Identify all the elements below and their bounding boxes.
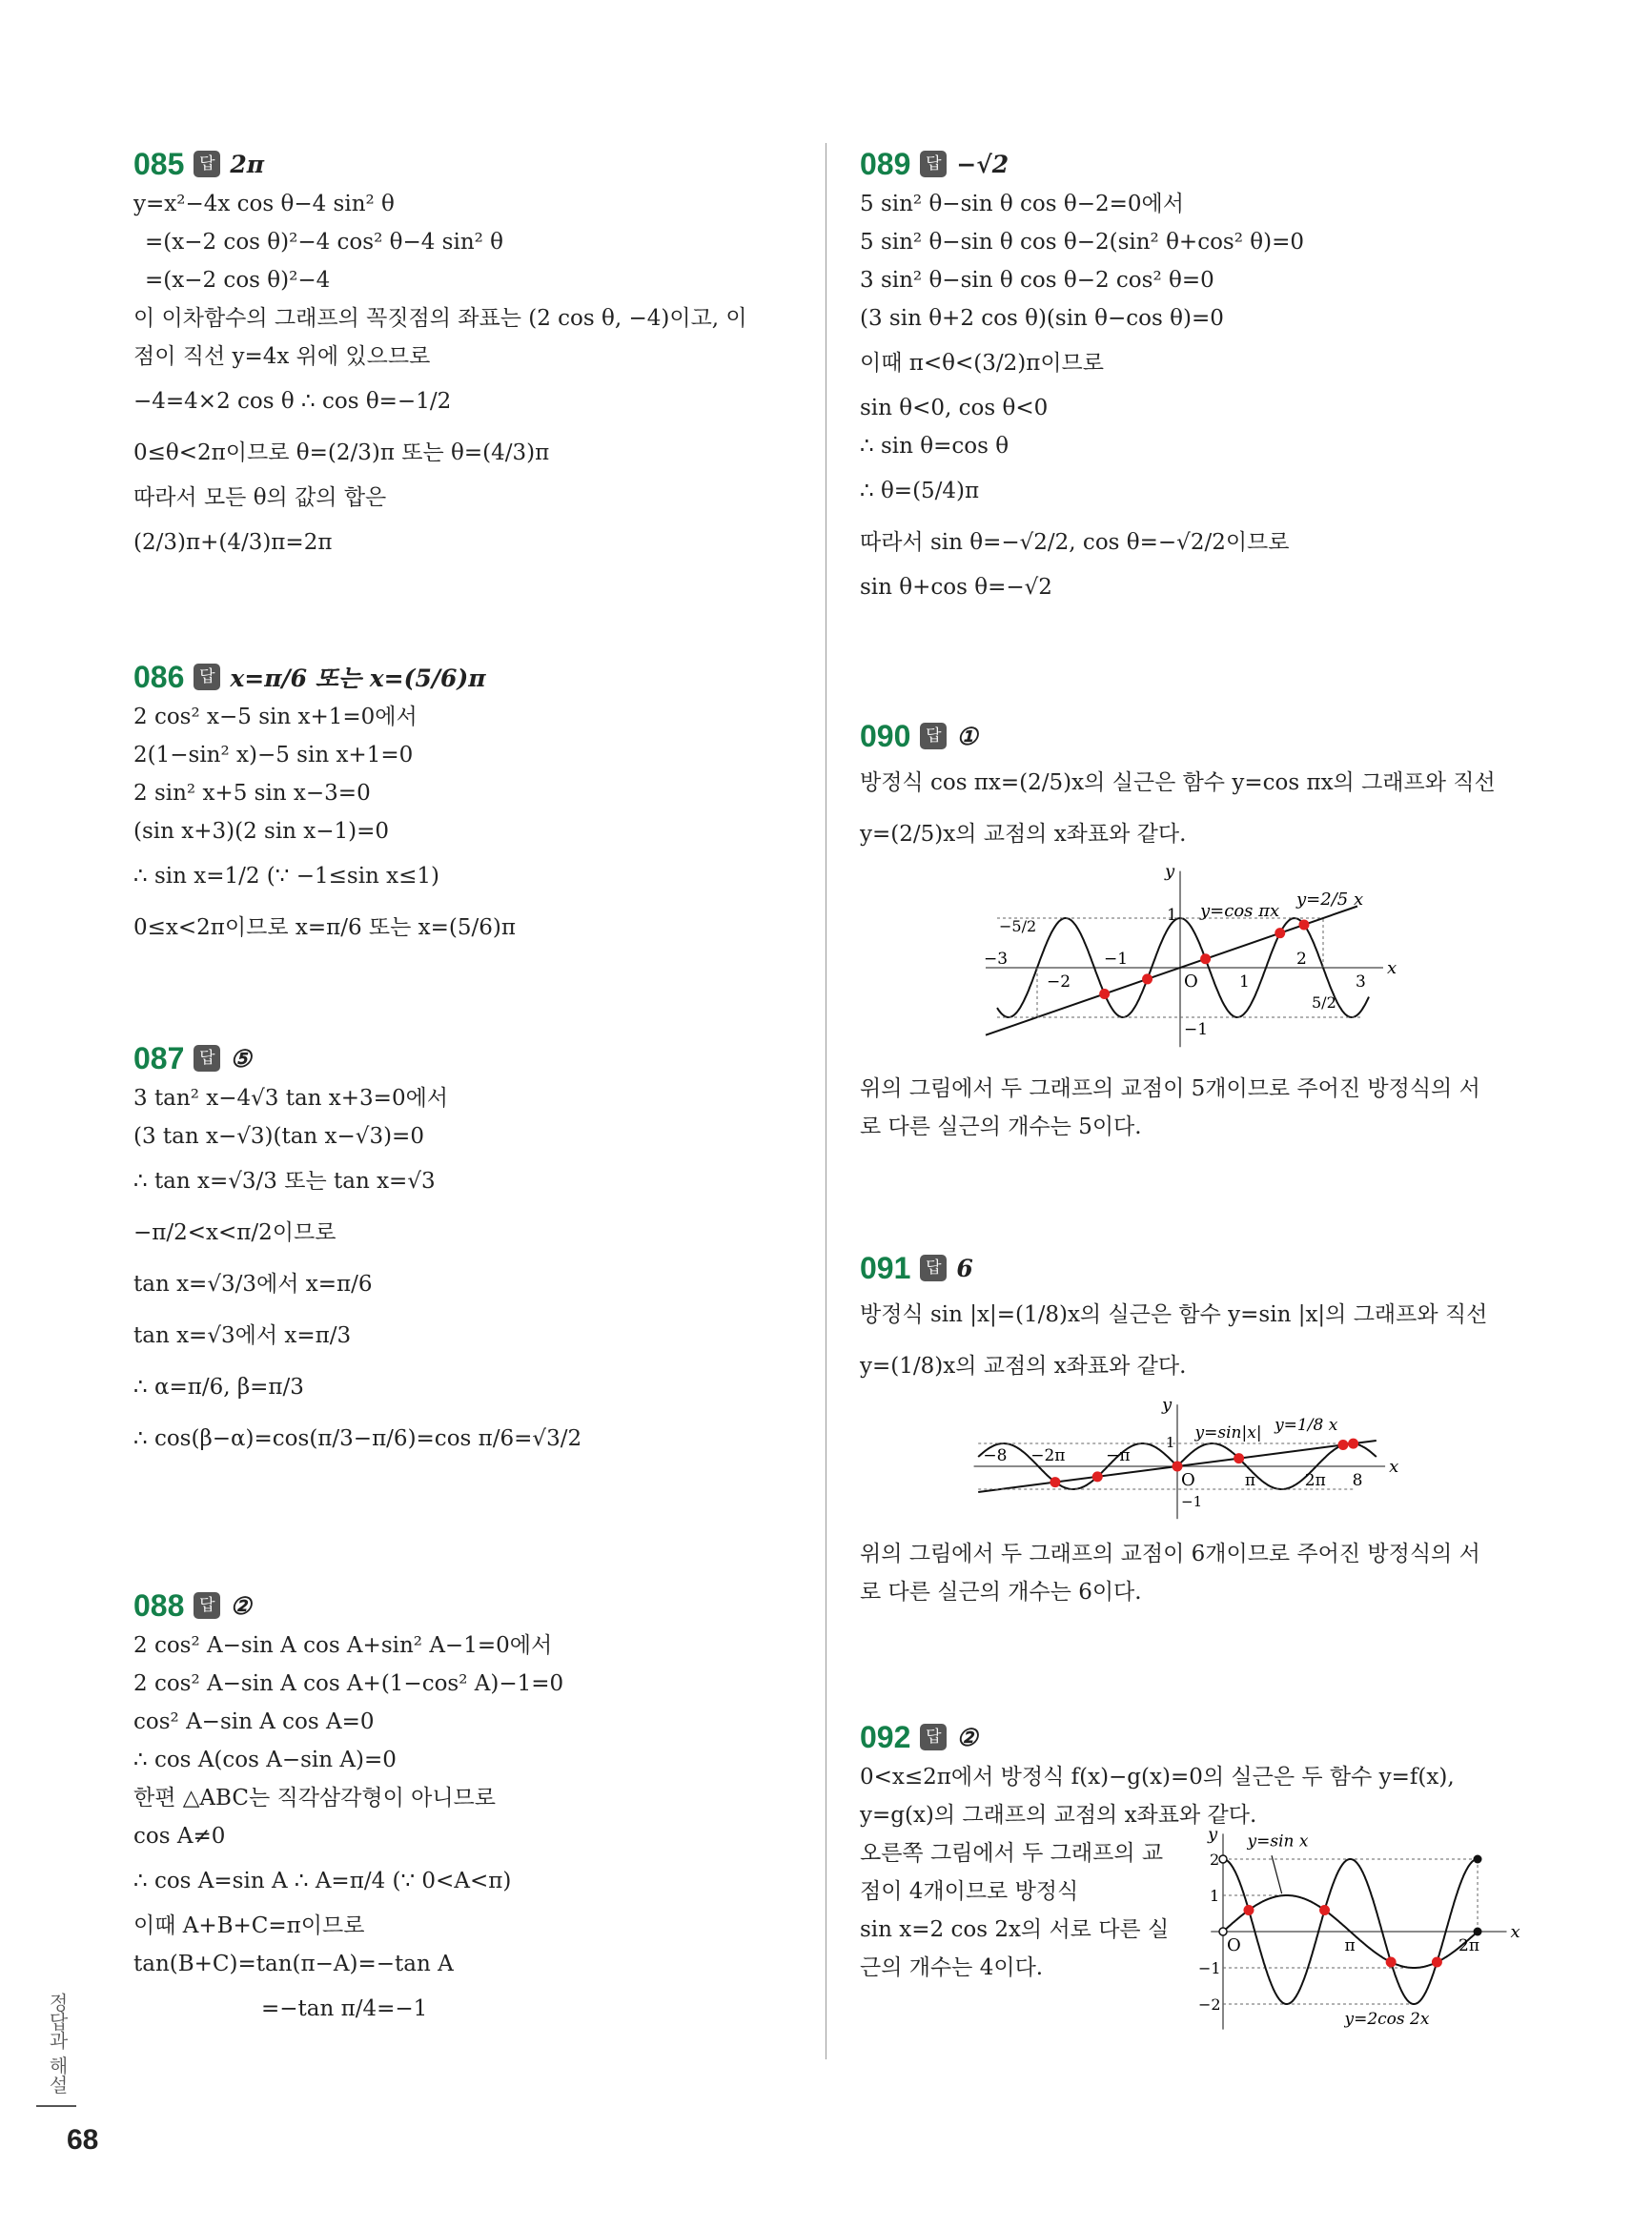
intersection-point [1099, 989, 1110, 999]
open-endpoint [1219, 1855, 1227, 1863]
problem-088 [133, 1585, 801, 2035]
y-axis-label: y [1208, 1824, 1218, 1845]
curve-label: y=sin|x| [1194, 1423, 1262, 1442]
tick-label: 5/2 [1312, 993, 1336, 1012]
intersection-point [1234, 1453, 1244, 1463]
tick-label: −8 [983, 1446, 1008, 1465]
label-leader [1272, 1855, 1282, 1893]
tick-label: −2 [1047, 972, 1071, 992]
solution-line: 로 다른 실근의 개수는 6이다. [860, 1580, 1142, 1605]
problem-number: 087 [133, 1040, 185, 1075]
problem-087 [133, 1037, 801, 1464]
intersection-point [1275, 928, 1285, 938]
answer-badge: 답 [920, 723, 947, 749]
intersection-point [1200, 953, 1211, 964]
tick-label: −1 [1181, 1493, 1203, 1510]
solution-line: 이때 π<θ<(3/2)π이므로 [860, 351, 1104, 376]
solution-line: sin x=2 cos 2x의 서로 다른 실 [860, 1917, 1170, 1942]
solution-line: 방정식 cos πx=(2/5)x의 실근은 함수 y=cos πx의 그래프와 직선 [860, 770, 1496, 795]
side-label: 정답과 해설 [46, 1993, 69, 2095]
solution-line: y=(1/8)x의 교점의 x좌표와 같다. [860, 1354, 1187, 1379]
line-label: y=2/5 x [1296, 890, 1364, 910]
intersection-point [1092, 1471, 1103, 1482]
cos2x-label: y=2cos 2x [1344, 2009, 1430, 2029]
solution-line: 0<x≤2π에서 방정식 f(x)−g(x)=0의 실근은 두 함수 y=f(x), [860, 1765, 1455, 1790]
solution-line: tan x=√3에서 x=π/3 [133, 1323, 352, 1348]
tick-label: −1 [1198, 1959, 1221, 1977]
tick-label: 8 [1352, 1471, 1363, 1490]
solution-line: 이 이차함수의 그래프의 꼭짓점의 좌표는 (2 cos θ, −4)이고, 이 [133, 306, 747, 331]
solution-line: 2 sin² x+5 sin x−3=0 [133, 781, 371, 806]
problem-number: 085 [133, 146, 185, 181]
intersection-point [1386, 1957, 1397, 1968]
origin-label: O [1184, 972, 1198, 992]
line-label: y=1/8 x [1275, 1416, 1338, 1435]
solution-line: 0≤θ<2π이므로 θ=(2/3)π 또는 θ=(4/3)π [133, 440, 550, 465]
solution-line: 한편 △ABC는 직각삼각형이 아니므로 [133, 1786, 496, 1811]
solution-line: ∴ α=π/6, β=π/3 [133, 1375, 304, 1400]
solution-line: 위의 그림에서 두 그래프의 교점이 6개이므로 주어진 방정식의 서 [860, 1542, 1480, 1566]
solution-line: 3 sin² θ−sin θ cos θ−2 cos² θ=0 [860, 268, 1214, 293]
solution-line: ∴ sin x=1/2 (∵ −1≤sin x≤1) [133, 864, 440, 889]
answer: ① [956, 722, 978, 750]
curve-label: y=cos πx [1200, 901, 1280, 921]
solution-line: 위의 그림에서 두 그래프의 교점이 5개이므로 주어진 방정식의 서 [860, 1076, 1480, 1101]
problem-085 [133, 143, 801, 568]
answer-badge: 답 [920, 151, 947, 177]
tick-label: π [1344, 1936, 1356, 1955]
problem-089 [860, 143, 1527, 606]
answer-badge: 답 [920, 1724, 947, 1750]
solution-line: ∴ cos A=sin A ∴ A=π/4 (∵ 0<A<π) [133, 1869, 512, 1893]
graph-091 [860, 1392, 1527, 1535]
solution-line: 2 cos² A−sin A cos A+(1−cos² A)−1=0 [133, 1671, 564, 1696]
solution-line: ∴ cos A(cos A−sin A)=0 [133, 1748, 397, 1772]
answer: ② [956, 1723, 978, 1751]
tick-label: −1 [1184, 1020, 1209, 1039]
solution-line: 2 cos² A−sin A cos A+sin² A−1=0에서 [133, 1633, 553, 1658]
graph-090 [860, 860, 1527, 1070]
solution-line: y=(2/5)x의 교점의 x좌표와 같다. [860, 822, 1187, 847]
answer: ② [230, 1591, 252, 1620]
answer: 6 [956, 1254, 973, 1282]
problem-number: 086 [133, 659, 185, 694]
answer-badge: 답 [920, 1255, 947, 1281]
y-axis-label: y [1165, 861, 1175, 882]
problem-number: 090 [860, 718, 911, 753]
answer-badge: 답 [194, 1592, 220, 1619]
intersection-point [1050, 1477, 1060, 1487]
x-axis-label: x [1387, 958, 1397, 978]
solution-line: 0≤x<2π이므로 x=π/6 또는 x=(5/6)π [133, 915, 516, 940]
intersection-point [1432, 1957, 1442, 1968]
solution-line: y=x²−4x cos θ−4 sin² θ [133, 192, 395, 216]
closed-endpoint [1474, 1928, 1482, 1936]
solution-line: 5 sin² θ−sin θ cos θ−2(sin² θ+cos² θ)=0 [860, 230, 1304, 255]
answer-badge: 답 [194, 1045, 220, 1072]
page-number: 68 [67, 2124, 99, 2156]
solution-line: ∴ cos(β−α)=cos(π/3−π/6)=cos π/6=√3/2 [133, 1426, 582, 1451]
tick-label: 1 [1167, 906, 1177, 925]
solution-line: 점이 4개이므로 방정식 [860, 1879, 1079, 1904]
problem-number: 088 [133, 1587, 185, 1623]
intersection-point [1319, 1905, 1330, 1915]
solution-line: −4=4×2 cos θ ∴ cos θ=−1/2 [133, 389, 452, 414]
tick-label: −5/2 [999, 917, 1037, 935]
solution-line: tan(B+C)=tan(π−A)=−tan A [133, 1952, 454, 1976]
tick-label: −2 [1198, 1995, 1221, 2014]
solution-line: 2 cos² x−5 sin x+1=0에서 [133, 705, 418, 729]
tick-label: 1 [1239, 972, 1250, 992]
problem-number: 091 [860, 1250, 911, 1285]
intersection-point [1337, 1440, 1348, 1450]
x-axis-label: x [1510, 1922, 1520, 1942]
tick-label: 2 [1210, 1851, 1220, 1869]
intersection-point [1173, 1462, 1183, 1472]
solution-line: 3 tan² x−4√3 tan x+3=0에서 [133, 1086, 449, 1111]
solution-line: =(x−2 cos θ)²−4 cos² θ−4 sin² θ [145, 230, 504, 255]
solution-line: ∴ tan x=√3/3 또는 tan x=√3 [133, 1169, 436, 1194]
solution-line: 따라서 모든 θ의 값의 합은 [133, 485, 387, 510]
answer-badge: 답 [194, 664, 220, 690]
tick-label: 1 [1166, 1434, 1175, 1451]
problem-090 [860, 715, 1527, 1146]
tick-label: −3 [984, 950, 1009, 969]
tick-label: 2π [1304, 1471, 1326, 1490]
tick-label: −π [1106, 1446, 1131, 1465]
solution-line: 근의 개수는 4이다. [860, 1955, 1044, 1980]
problem-092-body [860, 1824, 1527, 2054]
solution-line: y=g(x)의 그래프의 교점의 x좌표와 같다. [860, 1803, 1257, 1828]
origin-label: O [1227, 1935, 1241, 1955]
intersection-point [1298, 919, 1309, 930]
tick-label: 2π [1458, 1936, 1480, 1955]
closed-endpoint [1474, 1855, 1482, 1864]
solution-line: (sin x+3)(2 sin x−1)=0 [133, 819, 390, 844]
sin-label: y=sin x [1247, 1831, 1309, 1852]
solution-line: 점이 직선 y=4x 위에 있으므로 [133, 344, 431, 369]
solution-line: 이때 A+B+C=π이므로 [133, 1913, 365, 1938]
solution-line: (3 tan x−√3)(tan x−√3)=0 [133, 1124, 424, 1149]
solution-line: sin θ<0, cos θ<0 [860, 396, 1049, 420]
tick-label: 2 [1296, 950, 1307, 969]
problem-092-text [860, 1834, 1184, 1987]
answer-badge: 답 [194, 151, 220, 177]
solution-line: 로 다른 실근의 개수는 5이다. [860, 1115, 1142, 1139]
tick-label: −2π [1030, 1446, 1066, 1465]
answer: ⑤ [230, 1044, 252, 1073]
tick-label: −1 [1104, 950, 1129, 969]
side-tab [36, 1993, 76, 2117]
solution-line: tan x=√3/3에서 x=π/6 [133, 1272, 373, 1297]
solution-line: ∴ θ=(5/4)π [860, 479, 980, 503]
tick-label: π [1244, 1471, 1256, 1490]
answer: x=π/6 또는 x=(5/6)π [230, 665, 486, 692]
solution-line: cos² A−sin A cos A=0 [133, 1709, 375, 1734]
problem-091 [860, 1247, 1527, 1611]
solution-line: 2(1−sin² x)−5 sin x+1=0 [133, 743, 414, 767]
solution-line: cos A≠0 [133, 1824, 226, 1849]
solution-line: =(x−2 cos θ)²−4 [145, 268, 331, 293]
solution-line: (3 sin θ+2 cos θ)(sin θ−cos θ)=0 [860, 306, 1224, 331]
problem-number: 089 [860, 146, 911, 181]
solution-line: sin θ+cos θ=−√2 [860, 575, 1052, 600]
answer: −√2 [956, 150, 1010, 178]
origin-label: O [1181, 1470, 1195, 1490]
problem-086 [133, 656, 801, 953]
answer: 2π [230, 150, 265, 178]
solution-line: 방정식 sin |x|=(1/8)x의 실근은 함수 y=sin |x|의 그래프와 직선 [860, 1302, 1488, 1327]
intersection-point [1142, 973, 1152, 984]
tick-label: 1 [1210, 1887, 1220, 1905]
solution-line: 5 sin² θ−sin θ cos θ−2=0에서 [860, 192, 1184, 216]
x-axis-label: x [1389, 1457, 1399, 1477]
graph-092 [1189, 1824, 1520, 2054]
solution-line: 오른쪽 그림에서 두 그래프의 교 [860, 1841, 1164, 1866]
solution-line: ∴ sin θ=cos θ [860, 434, 1010, 459]
intersection-point [1243, 1905, 1254, 1915]
solution-line: =−tan π/4=−1 [261, 1996, 428, 2021]
side-rule [36, 2105, 76, 2107]
intersection-point [1348, 1439, 1358, 1449]
solution-line: −π/2<x<π/2이므로 [133, 1220, 337, 1245]
solution-line: (2/3)π+(4/3)π=2π [133, 530, 333, 555]
problem-092 [860, 1716, 1527, 2054]
tick-label: 3 [1356, 972, 1366, 992]
solution-line: 따라서 sin θ=−√2/2, cos θ=−√2/2이므로 [860, 530, 1290, 555]
y-axis-label: y [1162, 1395, 1173, 1416]
open-endpoint [1219, 1928, 1227, 1935]
problem-number: 092 [860, 1719, 911, 1754]
